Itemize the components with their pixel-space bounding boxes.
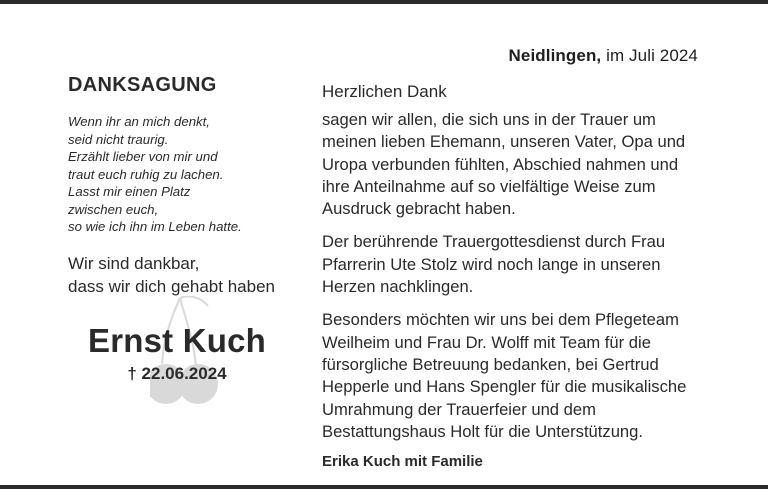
deceased-name: Ernst Kuch [87, 322, 267, 359]
poem-line: Lasst mir einen Platz [68, 184, 191, 199]
left-column [68, 74, 288, 298]
death-date: † 22.06.2024 [127, 364, 227, 383]
paragraph-line: Pfarrerin Ute Stolz wird noch lange in unseren [322, 254, 661, 274]
paragraph-line: Herzen nachklingen. [322, 277, 474, 297]
poem-line: Wenn ihr an mich denkt, [68, 114, 210, 129]
paragraph-line: Umrahmung der Trauerfeier und dem [322, 399, 596, 419]
paragraph-line: Bestattungshaus Holt für die Unterstützung. [322, 421, 643, 441]
place-date [509, 46, 698, 66]
poem-line: so wie ich ihn im Leben hatte. [68, 219, 242, 234]
paragraph-line: Weilheim und Frau Dr. Wolff mit Team für die [322, 332, 651, 352]
paragraph-line: Uropa verbunden fühlten, Abschied nahmen und [322, 154, 679, 174]
paragraph-line: meinen lieben Ehemann, unseren Vater, Opa und [322, 132, 686, 152]
poem-line: zwischen euch, [68, 201, 159, 217]
gratitude-line: dass wir dich gehabt haben [68, 276, 275, 296]
paragraph-line: Besonders möchten wir uns bei dem Pflegeteam [322, 310, 679, 330]
paragraph-line: fürsorgliche Betreuung bedanken, bei Gertrud [322, 354, 659, 374]
paragraph-line: Ausdruck gebracht haben. [322, 199, 516, 219]
paragraph-line: Hepperle und Hans Spengler für die musikalische [322, 377, 687, 397]
right-column [322, 80, 712, 470]
greeting: Herzlichen Dank [322, 82, 447, 101]
deceased-block [72, 296, 282, 416]
poem [68, 113, 288, 236]
date: im Juli 2024 [606, 46, 698, 65]
place: Neidlingen, [508, 46, 602, 65]
poem-line: Erzählt lieber von mir und [68, 149, 218, 164]
gratitude-line: Wir sind dankbar, [68, 253, 200, 273]
page-title: DANKSAGUNG [68, 74, 217, 96]
paragraph [322, 231, 712, 298]
gratitude-text [68, 252, 288, 298]
signature: Erika Kuch mit Familie [322, 453, 483, 471]
poem-line: seid nicht traurig. [68, 131, 169, 147]
paragraph [322, 309, 712, 443]
poem-line: traut euch ruhig zu lachen. [68, 166, 224, 182]
paragraph-line: sagen wir allen, die sich uns in der Trauer um [322, 110, 656, 129]
paragraph-line: Der berührende Trauergottesdienst durch Frau [322, 232, 666, 252]
paragraph-line: ihre Anteilnahme auf so vielfältige Weise zum [322, 176, 656, 196]
paragraph [322, 109, 712, 220]
